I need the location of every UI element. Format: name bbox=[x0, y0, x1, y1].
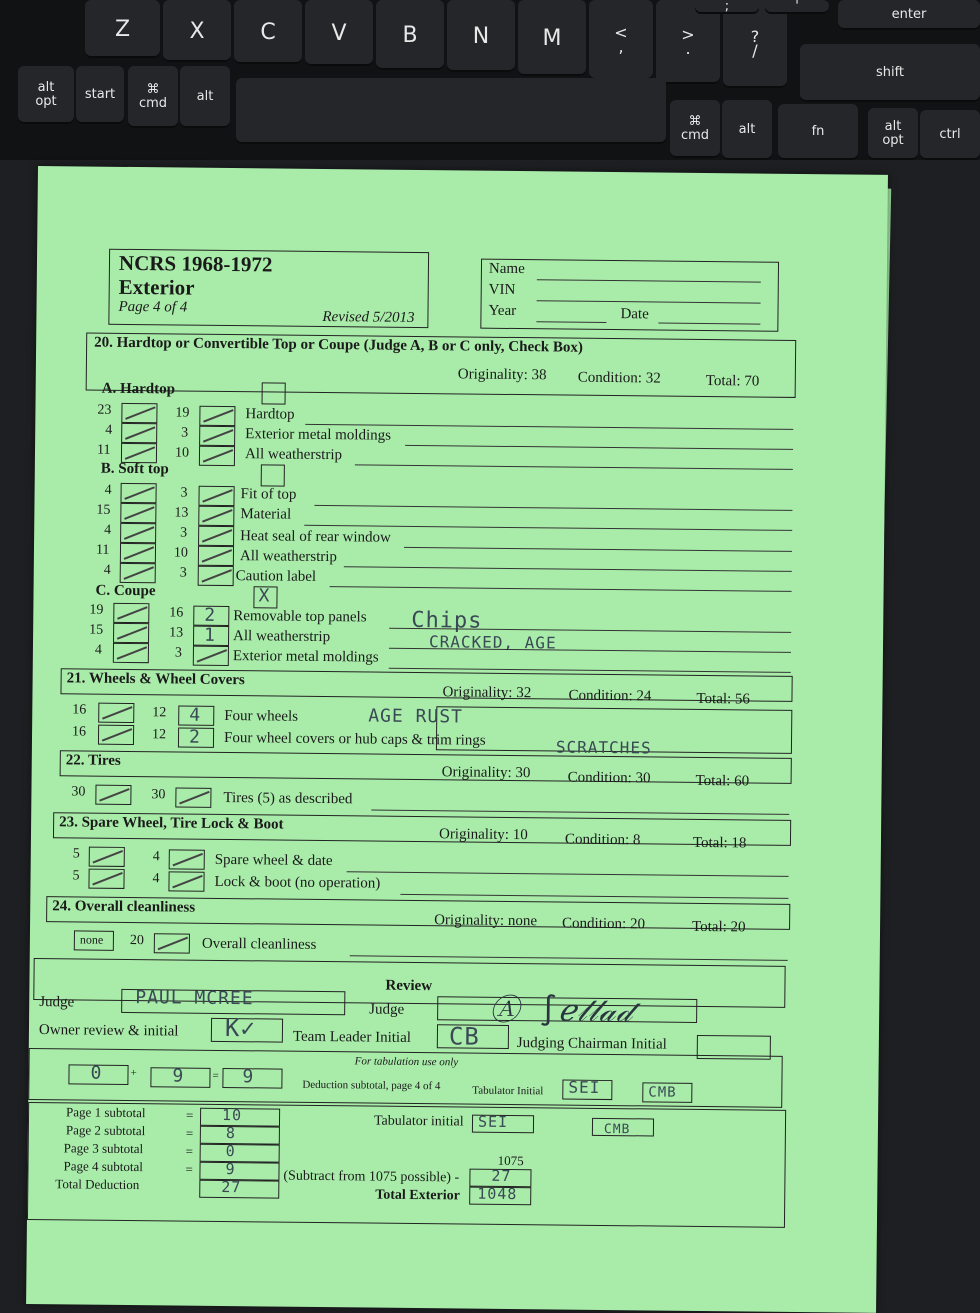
key-slash: ? / bbox=[723, 0, 787, 88]
wheels-c-1: 12 bbox=[152, 705, 167, 721]
key-shift: shift bbox=[800, 44, 980, 102]
key-c: C bbox=[234, 0, 302, 64]
summary-tab-value-2: CMB bbox=[603, 1121, 631, 1138]
tires-o-box[interactable] bbox=[95, 785, 131, 805]
summary-eq-2: = bbox=[185, 1125, 194, 1141]
summary-tabulator-label: Tabulator initial bbox=[373, 1113, 464, 1130]
summary-val-4: 9 bbox=[225, 1160, 236, 1179]
key-comma: < , bbox=[589, 0, 653, 80]
cleanliness-line bbox=[350, 955, 788, 961]
wheels-note-1: AGE RUST bbox=[368, 705, 464, 728]
judging-sheet bbox=[26, 166, 888, 1313]
coupe-o-box-3[interactable] bbox=[113, 643, 149, 663]
hardtop-o-box-1[interactable] bbox=[121, 403, 157, 423]
coupe-label-2: All weatherstrip bbox=[233, 628, 331, 646]
hardtop-line-3 bbox=[355, 464, 793, 470]
coupe-checkbox[interactable] bbox=[253, 586, 277, 608]
softtop-c-3: 3 bbox=[180, 525, 188, 541]
coupe-c-value-2: 1 bbox=[203, 624, 217, 646]
coupe-title: C. Coupe bbox=[95, 582, 156, 600]
softtop-c-box-3[interactable] bbox=[198, 526, 234, 546]
section-24-originality: Originality: none bbox=[434, 912, 538, 930]
tab-v2: 9 bbox=[172, 1065, 185, 1087]
key-alt-opt-left: alt opt bbox=[18, 66, 74, 124]
coupe-c-box-3[interactable] bbox=[193, 646, 229, 666]
key-cmd-right: ⌘ cmd bbox=[670, 100, 720, 158]
summary-label-5: Total Deduction bbox=[55, 1176, 140, 1193]
coupe-c-value-1: 2 bbox=[204, 604, 217, 626]
year-label: Year bbox=[488, 302, 517, 320]
section-22-title: 22. Tires bbox=[65, 752, 121, 769]
spare-c-box-2[interactable] bbox=[168, 871, 204, 891]
key-alt-left: alt bbox=[180, 66, 230, 128]
owner-initial-mark: K✓ bbox=[224, 1014, 257, 1043]
summary-label-4: Page 4 subtotal bbox=[63, 1158, 144, 1175]
softtop-c-4: 10 bbox=[173, 545, 189, 561]
key-x: X bbox=[163, 0, 231, 62]
form-subtitle: Exterior bbox=[118, 274, 195, 300]
section-20-originality: Originality: 38 bbox=[457, 366, 547, 384]
wheels-c-value-1: 4 bbox=[189, 704, 202, 726]
coupe-c-3: 3 bbox=[174, 645, 182, 661]
key-start: start bbox=[76, 66, 124, 124]
key-quote: ' bbox=[765, 0, 829, 14]
wheels-o-box-1[interactable] bbox=[98, 703, 134, 723]
wheels-c-box-1[interactable] bbox=[178, 705, 214, 725]
wheels-label-2: Four wheel covers or hub caps & trim rings bbox=[223, 729, 486, 749]
form-title: NCRS 1968-1972 bbox=[118, 250, 273, 277]
section-23-originality: Originality: 10 bbox=[438, 826, 528, 844]
wheels-c-box-2[interactable] bbox=[178, 727, 214, 747]
coupe-o-3: 4 bbox=[94, 642, 103, 658]
softtop-label-4: All weatherstrip bbox=[239, 548, 338, 566]
tabulator-value-1: SEI bbox=[568, 1077, 601, 1097]
total-exterior-label: Total Exterior bbox=[375, 1187, 460, 1204]
coupe-note-2: CRACKED, AGE bbox=[428, 632, 557, 653]
hardtop-line-2 bbox=[405, 445, 793, 450]
wheels-o-1: 16 bbox=[72, 702, 87, 718]
summary-tab-value-1: SEI bbox=[477, 1112, 509, 1131]
key-n: N bbox=[447, 0, 515, 72]
soft-top-checkbox[interactable] bbox=[261, 464, 285, 486]
owner-review-label: Owner review & initial bbox=[38, 1022, 179, 1040]
coupe-o-2: 15 bbox=[89, 622, 104, 638]
spare-label-2: Lock & boot (no operation) bbox=[214, 873, 381, 892]
tires-c: 30 bbox=[151, 787, 166, 803]
softtop-line-4 bbox=[344, 566, 792, 572]
spare-o-box-2[interactable] bbox=[88, 869, 124, 889]
section-22-condition: Condition: 30 bbox=[567, 769, 651, 787]
hardtop-o-2: 4 bbox=[105, 422, 113, 438]
section-23-title: 23. Spare Wheel, Tire Lock & Boot bbox=[59, 814, 284, 833]
summary-val-1: 10 bbox=[221, 1105, 243, 1125]
hardtop-c-2: 3 bbox=[181, 425, 189, 441]
name-label: Name bbox=[488, 260, 525, 278]
judge2-label: Judge bbox=[369, 1001, 405, 1018]
key-alt-opt-right: alt opt bbox=[868, 108, 918, 160]
key-fn: fn bbox=[778, 104, 858, 160]
softtop-line-3 bbox=[404, 547, 792, 552]
summary-eq-3: = bbox=[185, 1143, 194, 1159]
section-22-total: Total: 60 bbox=[695, 772, 750, 790]
spare-c-box-1[interactable] bbox=[169, 849, 205, 869]
softtop-label-3: Heat seal of rear window bbox=[240, 528, 391, 546]
section-20-title: 20. Hardtop or Convertible Top or Coupe (Judge A, B or C only, Check Box) bbox=[94, 334, 584, 356]
summary-eq-4: = bbox=[185, 1161, 193, 1177]
tab-plus: + bbox=[130, 1067, 137, 1080]
spare-o-box-1[interactable] bbox=[89, 847, 125, 867]
section-23-total: Total: 18 bbox=[692, 834, 747, 852]
hardtop-checkbox[interactable] bbox=[262, 382, 286, 404]
section-20-total: Total: 70 bbox=[705, 373, 760, 390]
team-leader-label: Team Leader Initial bbox=[292, 1028, 412, 1046]
hardtop-o-1: 23 bbox=[97, 402, 112, 418]
softtop-label-5: Caution label bbox=[235, 568, 317, 585]
coupe-c-box-1[interactable] bbox=[193, 606, 229, 626]
summary-val-5: 27 bbox=[221, 1177, 242, 1197]
spare-o-1: 5 bbox=[72, 846, 80, 862]
keyboard bbox=[0, 0, 980, 160]
judge2-signature: Ⓐ ∫ℯ𝓁𝓁𝒶𝒹 bbox=[489, 992, 633, 1030]
summary-val-3: 0 bbox=[225, 1142, 236, 1161]
softtop-c-box-2[interactable] bbox=[198, 506, 234, 526]
key-ctrl: ctrl bbox=[920, 110, 980, 160]
softtop-o-3: 4 bbox=[104, 522, 112, 538]
summary-val-2: 8 bbox=[225, 1124, 237, 1143]
hardtop-label-1: Hardtop bbox=[245, 406, 295, 423]
coupe-label-3: Exterior metal moldings bbox=[232, 648, 379, 666]
coupe-o-1: 19 bbox=[89, 602, 104, 618]
cleanliness-label: Overall cleanliness bbox=[201, 935, 317, 953]
key-v: V bbox=[305, 0, 373, 66]
section-24-condition: Condition: 20 bbox=[562, 915, 646, 933]
hardtop-c-3: 10 bbox=[174, 445, 190, 461]
key-semicolon: ; bbox=[695, 0, 759, 14]
softtop-o-box-2[interactable] bbox=[120, 503, 156, 523]
spare-line-2 bbox=[400, 894, 788, 899]
softtop-line-1 bbox=[314, 505, 792, 511]
section-22-originality: Originality: 30 bbox=[441, 764, 531, 782]
spare-o-2: 5 bbox=[72, 868, 80, 884]
hardtop-o-box-2[interactable] bbox=[121, 423, 157, 443]
key-space bbox=[236, 78, 666, 144]
hardtop-c-box-2[interactable] bbox=[199, 426, 235, 446]
section-20-condition: Condition: 32 bbox=[577, 369, 661, 387]
tires-c-box[interactable] bbox=[175, 787, 211, 807]
wheels-note-2: SCRATCHES bbox=[555, 737, 652, 758]
softtop-o-2: 15 bbox=[96, 502, 111, 518]
chairman-label: Judging Chairman Initial bbox=[516, 1035, 667, 1053]
tab-eq: = bbox=[212, 1069, 219, 1082]
summary-label-3: Page 3 subtotal bbox=[63, 1140, 144, 1157]
review-title: Review bbox=[385, 977, 433, 995]
softtop-o-box-3[interactable] bbox=[120, 523, 156, 543]
wheels-o-box-2[interactable] bbox=[98, 725, 134, 745]
subtract-label: (Subtract from 1075 possible) - bbox=[283, 1168, 460, 1186]
team-leader-value: CB bbox=[448, 1022, 480, 1051]
softtop-c-5: 3 bbox=[179, 565, 187, 581]
softtop-c-box-4[interactable] bbox=[198, 546, 234, 566]
softtop-o-1: 4 bbox=[104, 482, 112, 498]
coupe-label-1: Removable top panels bbox=[233, 608, 367, 626]
key-cmd-left: ⌘ cmd bbox=[128, 66, 178, 128]
section-21-originality: Originality: 32 bbox=[442, 684, 532, 702]
summary-box-2[interactable] bbox=[200, 1126, 280, 1145]
section-21-title: 21. Wheels & Wheel Covers bbox=[66, 670, 245, 689]
coupe-note-1: Chips bbox=[411, 607, 483, 634]
tires-line bbox=[371, 810, 789, 815]
possible-total: 1075 bbox=[497, 1152, 524, 1169]
wheels-label-1: Four wheels bbox=[224, 707, 299, 725]
softtop-o-box-4[interactable] bbox=[120, 543, 156, 563]
softtop-c-box-5[interactable] bbox=[198, 566, 234, 586]
softtop-label-1: Fit of top bbox=[240, 486, 297, 503]
tab-v3: 9 bbox=[242, 1066, 255, 1088]
hardtop-o-3: 11 bbox=[96, 442, 111, 458]
tabulation-note: For tabulation use only bbox=[354, 1055, 459, 1069]
hardtop-c-box-3[interactable] bbox=[199, 446, 235, 466]
summary-label-2: Page 2 subtotal bbox=[65, 1122, 146, 1139]
tabulator-value-2: CMB bbox=[648, 1084, 677, 1101]
subtract-value: 27 bbox=[491, 1166, 512, 1186]
softtop-o-5: 4 bbox=[103, 562, 111, 578]
tires-label: Tires (5) as described bbox=[223, 789, 353, 808]
summary-box-3[interactable] bbox=[200, 1144, 280, 1163]
judge-value: PAUL MCREE bbox=[135, 987, 254, 1010]
coupe-o-box-2[interactable] bbox=[113, 623, 149, 643]
total-exterior-value: 1048 bbox=[477, 1184, 518, 1204]
soft-top-title: B. Soft top bbox=[100, 460, 169, 478]
coupe-check-mark: X bbox=[258, 585, 271, 607]
wheels-c-value-2: 2 bbox=[188, 726, 201, 748]
softtop-c-1: 3 bbox=[180, 485, 188, 501]
vin-label: VIN bbox=[488, 281, 516, 299]
softtop-c-box-1[interactable] bbox=[198, 486, 234, 506]
wheels-c-2: 12 bbox=[151, 727, 167, 743]
spare-c-2: 4 bbox=[152, 871, 160, 887]
wheels-o-2: 16 bbox=[71, 724, 87, 740]
key-m: M bbox=[518, 0, 586, 76]
section-22-header bbox=[60, 750, 792, 784]
key-z: Z bbox=[85, 0, 160, 58]
key-alt-right: alt bbox=[722, 100, 772, 160]
section-24-title: 24. Overall cleanliness bbox=[52, 898, 196, 916]
cleanliness-c: 20 bbox=[129, 933, 144, 949]
softtop-o-box-5[interactable] bbox=[120, 563, 156, 583]
softtop-label-2: Material bbox=[240, 506, 292, 523]
date-label: Date bbox=[620, 306, 649, 323]
key-enter: enter bbox=[838, 0, 980, 30]
coupe-o-box-1[interactable] bbox=[113, 603, 149, 623]
summary-label-1: Page 1 subtotal bbox=[66, 1104, 146, 1121]
page-number: Page 4 of 4 bbox=[118, 298, 188, 316]
summary-eq-1: = bbox=[185, 1107, 194, 1123]
hardtop-c-box-1[interactable] bbox=[199, 406, 235, 426]
spare-line-1 bbox=[347, 871, 789, 877]
cleanliness-c-box[interactable] bbox=[154, 933, 190, 953]
softtop-c-2: 13 bbox=[174, 505, 189, 521]
judge-label: Judge bbox=[39, 994, 75, 1011]
softtop-o-box-1[interactable] bbox=[120, 483, 156, 503]
section-23-condition: Condition: 8 bbox=[564, 831, 641, 849]
softtop-o-4: 11 bbox=[95, 542, 110, 558]
softtop-line-5 bbox=[330, 586, 792, 592]
hardtop-label-2: Exterior metal moldings bbox=[245, 426, 392, 444]
coupe-c-2: 13 bbox=[169, 625, 184, 641]
cleanliness-none: none bbox=[79, 932, 104, 947]
tab-v1: 0 bbox=[90, 1062, 103, 1084]
section-21-total: Total: 56 bbox=[696, 690, 751, 708]
hardtop-c-1: 19 bbox=[175, 405, 190, 421]
revised-date: Revised 5/2013 bbox=[322, 308, 415, 326]
tires-o: 30 bbox=[71, 784, 86, 800]
key-period: > . bbox=[656, 0, 720, 84]
coupe-c-box-2[interactable] bbox=[193, 626, 229, 646]
hardtop-title: A. Hardtop bbox=[101, 380, 176, 398]
deduction-subtotal-label: Deduction subtotal, page 4 of 4 bbox=[302, 1078, 441, 1093]
tabulator-initial-label: Tabulator Initial bbox=[472, 1084, 544, 1098]
section-21-condition: Condition: 24 bbox=[568, 687, 652, 705]
key-b: B bbox=[376, 0, 444, 70]
hardtop-label-3: All weatherstrip bbox=[244, 446, 343, 464]
spare-label-1: Spare wheel & date bbox=[214, 851, 333, 870]
section-24-total: Total: 20 bbox=[691, 918, 746, 936]
spare-c-1: 4 bbox=[152, 849, 160, 865]
coupe-c-1: 16 bbox=[169, 605, 184, 621]
